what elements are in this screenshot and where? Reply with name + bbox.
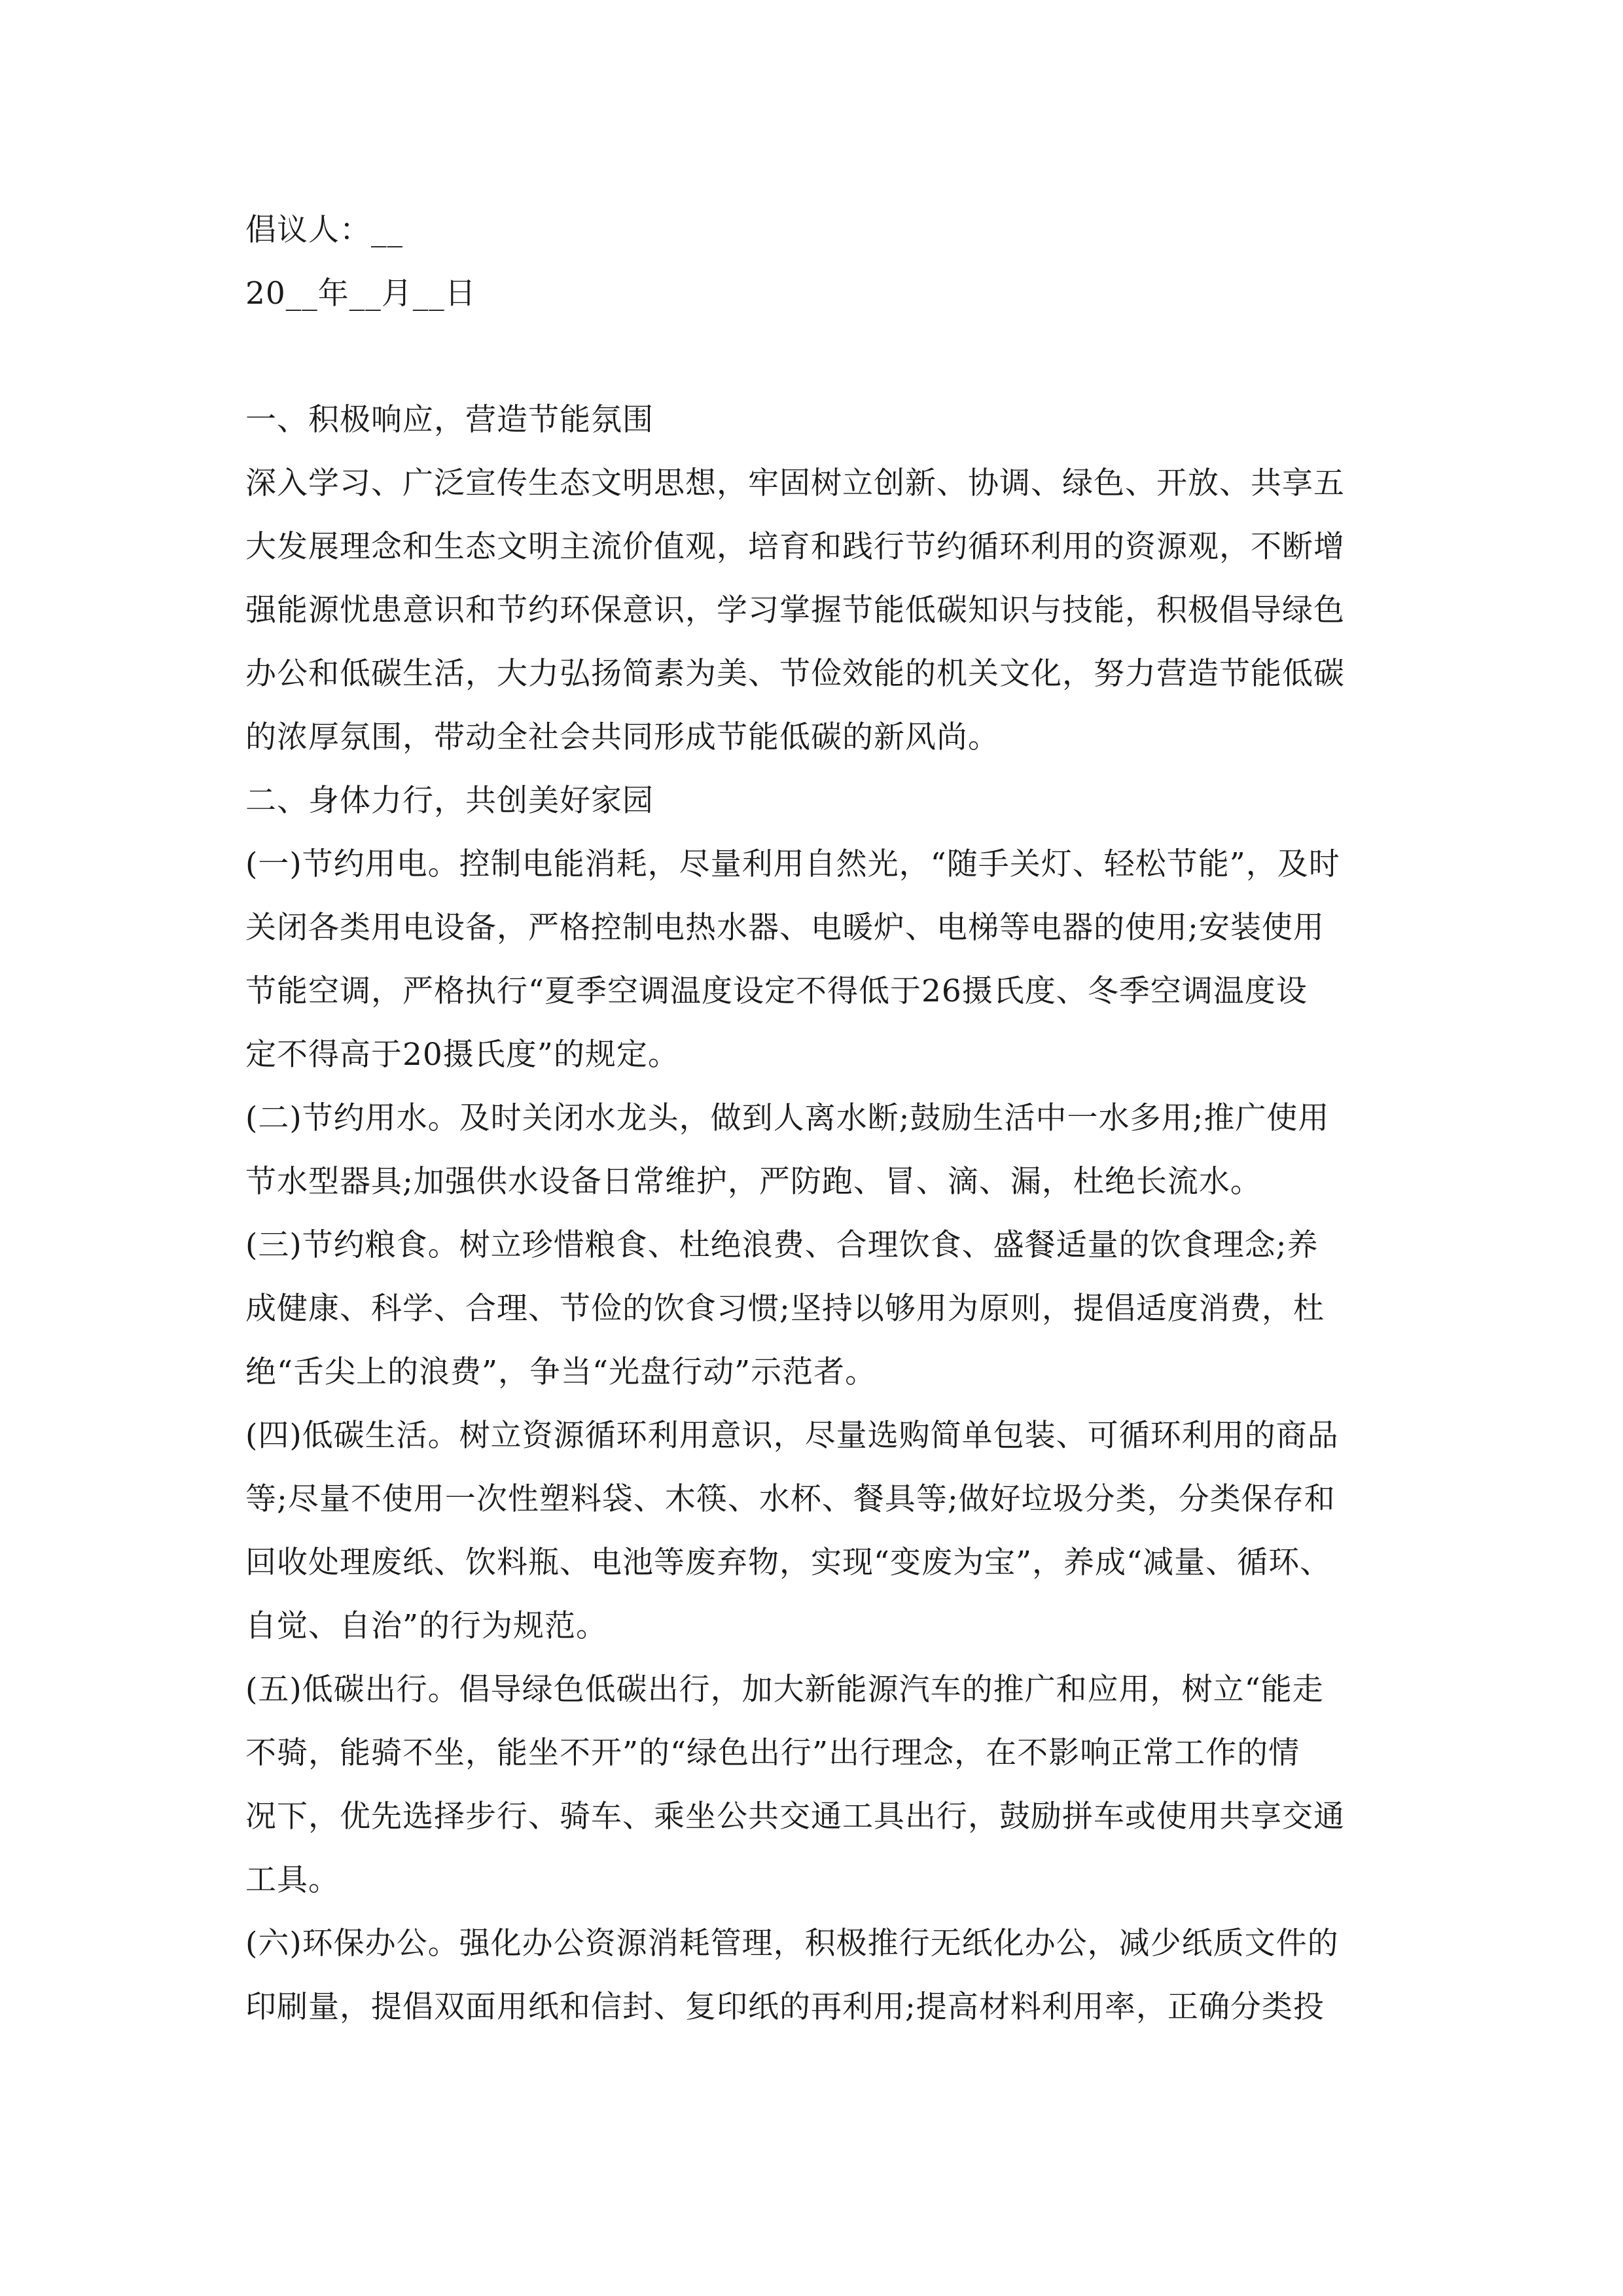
paragraph-line: (二)节约用水。及时关闭水龙头，做到人离水断;鼓励生活中一水多用;推广使用 xyxy=(245,1100,1330,1136)
proposer-line: 倡议人：__ xyxy=(245,212,403,248)
section-2-heading: 二、身体力行，共创美好家园 xyxy=(245,783,654,819)
paragraph-line: 绝“舌尖上的浪费”，争当“光盘行动”示范者。 xyxy=(245,1354,877,1390)
date-line: 20__年__月__日 xyxy=(245,276,476,312)
paragraph-line: 不骑，能骑不坐，能坐不开”的“绿色出行”出行理念，在不影响正常工作的情 xyxy=(245,1735,1300,1771)
item-food xyxy=(245,1213,1397,1404)
paragraph-line: 况下，优先选择步行、骑车、乘坐公共交通工具出行，鼓励拼车或使用共享交通 xyxy=(245,1799,1345,1835)
paragraph-line: 回收处理废纸、饮料瓶、电池等废弃物，实现“变废为宝”，养成“减量、循环、 xyxy=(245,1545,1332,1581)
paragraph-line: 节能空调，严格执行“夏季空调温度设定不得低于26摄氏度、冬季空调温度设 xyxy=(245,973,1308,1009)
paragraph-line: (四)低碳生活。树立资源循环利用意识，尽量选购简单包装、可循环利用的商品 xyxy=(245,1418,1339,1454)
section-1-line: 大发展理念和生态文明主流价值观，培育和践行节约循环利用的资源观，不断增 xyxy=(245,529,1345,565)
paragraph-line: (六)环保办公。强化办公资源消耗管理，积极推行无纸化办公，减少纸质文件的 xyxy=(245,1926,1339,1962)
paragraph-line: 自觉、自治”的行为规范。 xyxy=(245,1608,608,1644)
document-body xyxy=(245,198,1397,2039)
section-1-line: 的浓厚氛围，带动全社会共同形成节能低碳的新风尚。 xyxy=(245,719,999,755)
paragraph-line: 等;尽量不使用一次性塑料袋、木筷、水杯、餐具等;做好垃圾分类，分类保存和 xyxy=(245,1481,1336,1517)
paragraph-line: 节水型器具;加强供水设备日常维护，严防跑、冒、滴、漏，杜绝长流水。 xyxy=(245,1164,1262,1200)
item-low-carbon-travel xyxy=(245,1658,1397,1912)
item-low-carbon-life xyxy=(245,1404,1397,1658)
paragraph-line: (五)低碳出行。倡导绿色低碳出行，加大新能源汽车的推广和应用，树立“能走 xyxy=(245,1672,1324,1708)
paragraph-line: 成健康、科学、合理、节俭的饮食习惯;坚持以够用为原则，提倡适度消费，杜 xyxy=(245,1291,1325,1327)
paragraph-line: 定不得高于20摄氏度”的规定。 xyxy=(245,1037,679,1073)
section-1-heading: 一、积极响应，营造节能氛围 xyxy=(245,402,654,438)
item-water xyxy=(245,1086,1397,1213)
item-electricity xyxy=(245,833,1397,1086)
item-green-office xyxy=(245,1912,1397,2039)
paragraph-line: 印刷量，提倡双面用纸和信封、复印纸的再利用;提高材料利用率，正确分类投 xyxy=(245,1989,1325,2025)
section-1-line: 强能源忧患意识和节约环保意识，学习掌握节能低碳知识与技能，积极倡导绿色 xyxy=(245,592,1345,628)
paragraph-line: (一)节约用电。控制电能消耗，尽量利用自然光，“随手关灯、轻松节能”，及时 xyxy=(245,846,1340,882)
section-1-line: 办公和低碳生活，大力弘扬简素为美、节俭效能的机关文化，努力营造节能低碳 xyxy=(245,656,1345,692)
paragraph-line: 关闭各类用电设备，严格控制电热水器、电暖炉、电梯等电器的使用;安装使用 xyxy=(245,910,1325,946)
paragraph-line: 工具。 xyxy=(245,1862,340,1898)
blank-spacer xyxy=(245,325,1397,388)
paragraph-line: (三)节约粮食。树立珍惜粮食、杜绝浪费、合理饮食、盛餐适量的饮食理念;养 xyxy=(245,1227,1319,1263)
section-1-line: 深入学习、广泛宣传生态文明思想，牢固树立创新、协调、绿色、开放、共享五 xyxy=(245,465,1345,501)
